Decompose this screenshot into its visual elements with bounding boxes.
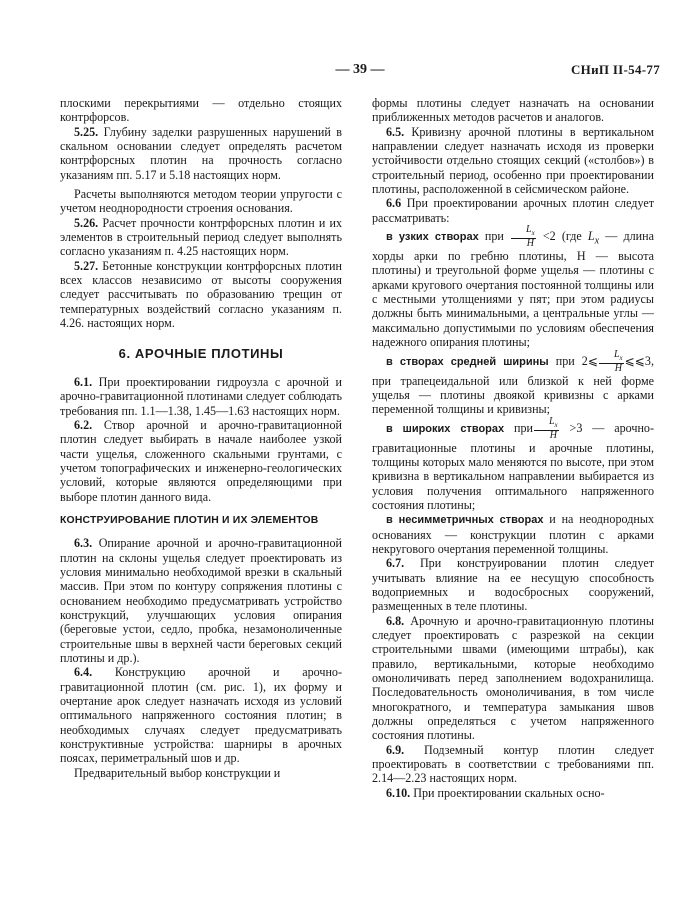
paragraph-continuation: формы плотины следует назначать на основании приближенных методов расчетов и аналогов.	[372, 96, 654, 125]
case-text: при	[478, 228, 511, 243]
clause-text: Опирание арочной и арочно-гравитационной плотин на склоны ущелья следует проектировать из условия минимально необходимой врезки в скальный массив. При этом по контуру сопряжения плотины с основанием необходимо предусматривать устройство конструкций, улучшающих условия опирания (береговые устои, седло, пробка, незамоноличенные строительные швы в верхней части береговых секций плотины и др.).	[60, 536, 342, 666]
clause-text: Расчет прочности контрфорсных плотин и их элементов в строительный период следует выполнять согласно указаниям п. 4.25 настоящих норм.	[60, 215, 342, 259]
clause-text: Бетонные конструкции контрфорсных плотин всех классов независимо от высоты сооружения следует рассчитывать по образованию трещин от температурных воздействий согласно указаниям п. 4.26. настоящих норм.	[60, 258, 342, 331]
paragraph-continuation: плоскими перекрытиями — отдельно стоящих контрфорсов.	[60, 96, 342, 125]
clause-5-27	[60, 259, 342, 331]
section-heading: 6. АРОЧНЫЕ ПЛОТИНЫ	[118, 345, 284, 361]
case-text: при 2⩽	[548, 353, 598, 368]
case-text: ⩽	[624, 353, 635, 368]
clause-6-10	[372, 786, 654, 800]
frac-numerator: L	[526, 224, 532, 236]
clause-number: 6.4.	[74, 665, 93, 680]
clause-number: 6.8.	[386, 613, 405, 628]
clause-6-1	[60, 375, 342, 418]
case-narrow	[372, 225, 654, 349]
clause-number: 6.3.	[74, 536, 93, 551]
case-label: в узких створах	[386, 230, 479, 243]
case-label: в несимметричных створах	[386, 514, 544, 527]
clause-6-3	[60, 536, 342, 665]
case-text: <2 (где	[536, 228, 588, 243]
clause-number: 6.1.	[74, 374, 93, 389]
clause-number: 6.5.	[386, 124, 405, 139]
frac-numerator: L	[613, 348, 620, 360]
clause-6-6	[372, 196, 654, 225]
case-text: >3 — арочно-гравитационные плотины и арочные плотины, толщины которых мало меняются по высоте, при этом кривизна в вертикальном направлении выбирается из условия получения оптимального напряженного состояния плотины;	[372, 420, 654, 512]
document-code: СНиП II-54-77	[570, 62, 660, 77]
subsection-heading: КОНСТРУИРОВАНИЕ ПЛОТИН И ИХ ЭЛЕМЕНТОВ	[60, 514, 319, 526]
clause-5-26	[60, 216, 342, 259]
clause-text: При проектировании арочных плотин следует рассматривать:	[372, 196, 654, 225]
clause-number: 6.7.	[386, 556, 405, 571]
clause-number: 5.25.	[74, 124, 99, 139]
case-label: в створах средней ширины	[386, 355, 549, 368]
ratio-fraction	[599, 350, 624, 374]
clause-text: При конструировании плотин следует учитывать влияние на ее несущую способность водоприемных и водосбросных сооружений, размещенных в теле плотины.	[372, 556, 654, 614]
clause-5-25	[60, 125, 342, 182]
clause-number: 6.9.	[386, 742, 405, 757]
left-column	[60, 96, 342, 780]
frac-subscript: x	[554, 420, 558, 429]
case-medium	[372, 350, 654, 417]
paragraph-theory: Расчеты выполняются методом теории упругости с учетом неоднородности строения основания.	[60, 187, 342, 216]
clause-number: 6.2.	[74, 417, 93, 432]
case-text: при	[504, 420, 533, 435]
case-label: в широких створах	[386, 422, 505, 435]
page-header	[60, 62, 660, 82]
frac-denominator: H	[526, 238, 534, 250]
page-number: — 39 —	[335, 62, 385, 77]
case-wide	[372, 417, 654, 513]
frac-subscript: x	[531, 229, 535, 238]
clause-text: Створ арочной и арочно-гравитационной плотин следует выбирать в начале наиболее узкой части ущелья, сложенного скальными грунтами, с учетом топографических и инженерно-геологических условий, которые являются определяющими при выборе плотин данного вида.	[60, 417, 342, 504]
clause-6-5	[372, 125, 654, 197]
clause-number: 5.26.	[74, 215, 99, 230]
frac-denominator: H	[549, 429, 557, 441]
clause-text: Конструкцию арочной и арочно-гравитационной плотин (см. рис. 1), их форму и очертание арок следует назначать исходя из условий оптимального напряженного состояния плотин; в необходимых случаях следует предусматривать конструктивные устройства: шарниры в арочных поясах, периметральный шов и др.	[60, 665, 342, 766]
clause-text: При проектировании гидроузла с арочной и арочно-гравитационной плотинами следует соблюдать требования пп. 1.1—1.38, 1.45—1.63 настоящих норм.	[60, 374, 342, 418]
clause-text: Арочную и арочно-гравитационную плотины следует проектировать с разрезкой на секции строительными швами (имеющими штрабы), как правило, вертикальными, которые необходимо омоноличивать перед заполнением водохранилища. Последовательность омоноличивания, в том числе многократного, и температура замыкания швов должны определяться с учетом напряженного состояния плотины.	[372, 613, 655, 743]
frac-numerator: L	[548, 415, 555, 427]
clause-number: 6.6	[386, 196, 402, 211]
frac-subscript: x	[619, 353, 623, 362]
lx-subscript: x	[594, 235, 600, 247]
clause-text: При проектировании скальных осно-	[413, 785, 605, 800]
clause-6-9	[372, 743, 654, 786]
case-text: — длина хорды арки по гребню плотины, H — высота плотины) и треугольной форме ущелья — плотины с арками кругового очертания постоянной толщины или с местными утолщениями у пят; при этом радиусы должны быть минимальными, а центральные углы — максимально допустимыми по условиям обеспечения надежного опирания плотины;	[372, 228, 654, 350]
clause-number: 6.10.	[386, 785, 411, 800]
lx-symbol: L	[587, 228, 595, 243]
ratio-fraction	[511, 225, 536, 249]
case-text: ⩽3, при трапецеидальной или близкой к ней форме ущелья — плотины двоякой кривизны с арками переменной толщины и кривизны;	[372, 353, 655, 417]
clause-6-4	[60, 665, 342, 765]
case-asymmetric	[372, 512, 654, 556]
clause-number: 5.27.	[74, 258, 99, 273]
clause-6-2	[60, 418, 342, 504]
clause-6-8	[372, 614, 654, 743]
right-column	[372, 96, 654, 800]
clause-6-7	[372, 556, 654, 613]
case-text: и на неоднородных основаниях — конструкции плотин с арками некругового очертания переменной толщины.	[372, 512, 654, 556]
clause-text: Подземный контур плотин следует проектировать в соответствии с требованиями пп. 2.14—2.23 настоящих норм.	[372, 742, 654, 786]
clause-text: Глубину заделки разрушенных нарушений в скальном основании следует определять расчетом контрфорсных плотин на прочность согласно указаниям пп. 5.17 и 5.18 настоящих норм.	[60, 124, 342, 182]
ratio-fraction	[534, 417, 559, 441]
clause-text: Кривизну арочной плотины в вертикальном направлении следует назначать исходя из проверки устойчивости отдельно стоящих секций («столбов») в строительный период, особенно при проектировании плотины, расположенной в сейсмическом районе.	[372, 124, 654, 197]
frac-denominator: H	[614, 362, 622, 374]
paragraph-prelim: Предварительный выбор конструкции и	[74, 765, 281, 780]
